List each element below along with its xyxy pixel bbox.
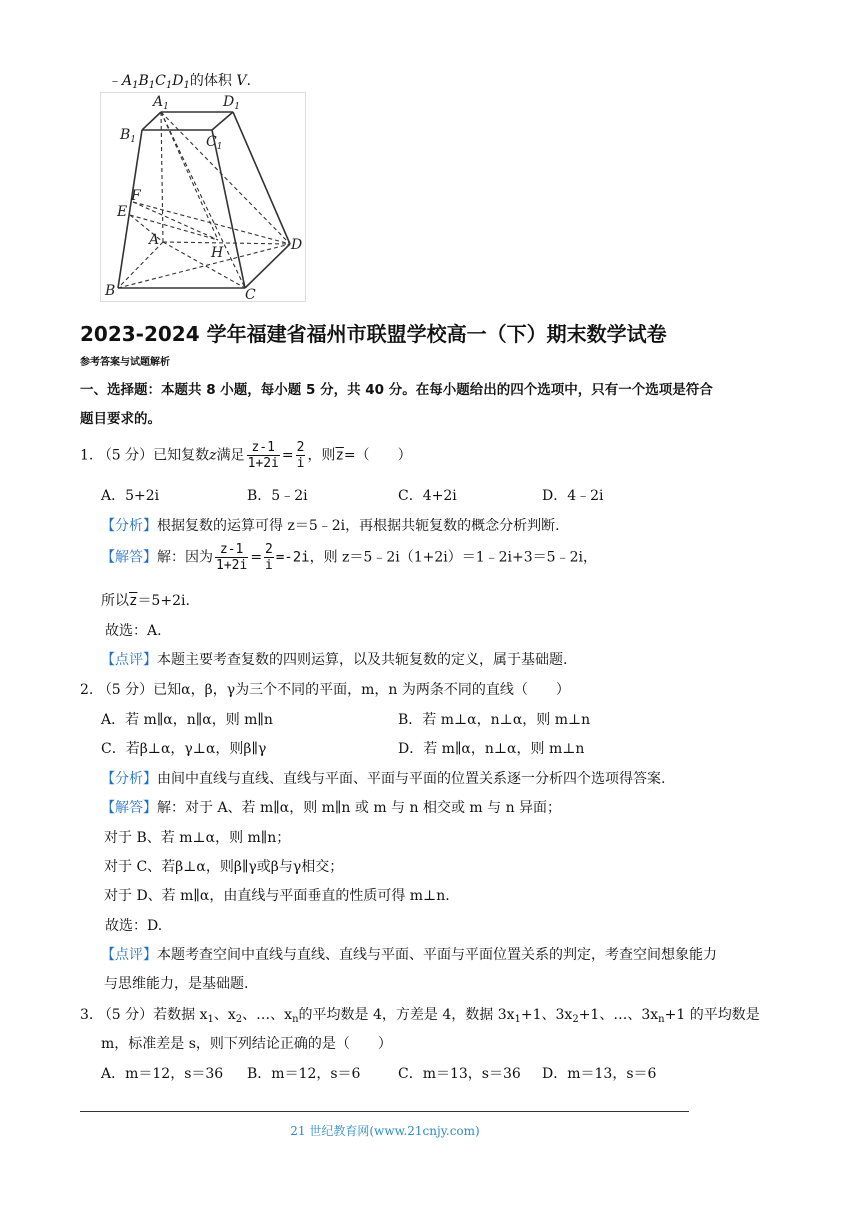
q1-solution: 【解答】解：因为 $\frac{z-1}{1+2i}$ = $\frac{2}{i}$ =-2i，则 z＝5﹣2i（1+2i）＝1﹣2i+3＝5﹣2i， (101, 542, 597, 573)
fraction: $\frac{2}{i}$ (265, 542, 273, 573)
q3-option-d: D．m＝13，s＝6 (542, 1066, 657, 1082)
subtitle: 参考答案与试题解析 (80, 357, 170, 368)
section-header-2: 题目要求的。 (80, 411, 161, 427)
q1-option-c: C．4+2i (398, 488, 457, 504)
label-B1: $B_1$ (120, 127, 137, 145)
label-E: E (117, 204, 128, 220)
label-A: A (149, 232, 160, 248)
q2-analysis: 【分析】由间中直线与直线、直线与平面、平面与平面的位置关系逐一分析四个选项得答案. (101, 771, 666, 787)
q2-option-d: D．若 m∥α，n⊥α，则 m⊥n (398, 741, 585, 757)
frustum-figure (100, 92, 306, 302)
q2-solution: 【解答】解：对于 A、若 m∥α，则 m∥n 或 m 与 n 相交或 m 与 n 异面； (101, 800, 562, 816)
q1-option-b: B．5﹣2i (247, 488, 308, 504)
q3-option-a: A．m＝12，s＝36 (101, 1066, 224, 1082)
q2-option-b: B．若 m⊥α，n⊥α，则 m⊥n (398, 712, 591, 728)
q2-option-c: C．若β⊥α，γ⊥α，则β∥γ (101, 741, 267, 757)
question-3-stem: 3. （5 分）若数据 $x_1$、$x_2$、…、$x_n$的平均数是 4，方差是 4，数据 $3x_1+1$、$3x_2+1$、…、$3x_n+1$ 的平均数是 (80, 1007, 760, 1025)
q2-solution-d: 对于 D、若 m∥α，由直线与平面垂直的性质可得 m⊥n. (104, 888, 450, 904)
q2-comment: 【点评】本题考查空间中直线与直线、直线与平面、平面与平面位置关系的判定，考查空间想象能力 (101, 947, 717, 963)
q1-option-d: D．4﹣2i (542, 488, 604, 504)
label-B: B (105, 283, 116, 299)
label-D: D (291, 237, 303, 253)
q3-option-b: B．m＝12，s＝6 (247, 1066, 361, 1082)
q2-solution-c: 对于 C、若β⊥α，则β∥γ或β与γ相交； (104, 859, 344, 875)
question-2-stem: 2. （5 分）已知α，β，γ为三个不同的平面，m，n 为两条不同的直线（ ） (80, 682, 570, 698)
q1-option-a: A．5+2i (101, 488, 160, 504)
footer-divider (80, 1111, 689, 1112)
q2-solution-b: 对于 B、若 m⊥α，则 m∥n； (104, 830, 291, 846)
label-C1: $C_1$ (206, 134, 223, 152)
q1-solution-line2: 所以$\overline{z}=5+2i$. (101, 593, 190, 609)
label-C: C (245, 287, 256, 302)
fraction: $\frac{z-1}{1+2i}$ (247, 440, 279, 471)
top-line: $﹣A_1B_1C_1D_1$的体积 V. (108, 73, 251, 91)
section-header-1: 一、选择题：本题共 8 小题，每小题 5 分，共 40 分。在每小题给出的四个选项中，只有一个选项是符合 (80, 382, 713, 398)
q2-comment-line2: 与思维能力，是基础题. (104, 976, 249, 992)
label-H: H (211, 245, 224, 261)
page-title: 2023-2024 学年福建省福州市联盟学校高一（下）期末数学试卷 (80, 322, 667, 346)
q1-choose: 故选：A. (105, 623, 162, 639)
q3-option-c: C．m＝13，s＝36 (398, 1066, 521, 1082)
fraction: $\frac{2}{i}$ (296, 440, 305, 471)
q2-option-a: A．若 m∥α，n∥α，则 m∥n (101, 712, 273, 728)
question-1-stem: 1. （5 分）已知复数z满足 $\frac{z-1}{1+2i}$ = $\frac{2}{i}$ ，则$\overline{z}=$（ ） (80, 440, 412, 471)
label-D1: $D_1$ (223, 94, 240, 112)
label-A1: $A_1$ (153, 94, 169, 112)
fraction: $\frac{z-1}{1+2i}$ (216, 542, 248, 573)
q1-analysis: 【分析】根据复数的运算可得 z＝5﹣2i，再根据共轭复数的概念分析判断. (101, 518, 560, 534)
q2-choose: 故选：D. (105, 918, 163, 934)
q3-stem-line2: m，标准差是 s，则下列结论正确的是（ ） (101, 1036, 392, 1052)
label-F: F (131, 188, 141, 204)
footer-link[interactable]: 21 世纪教育网(www.21cnjy.com) (290, 1124, 480, 1138)
q1-comment: 【点评】本题主要考查复数的四则运算，以及共轭复数的定义，属于基础题. (101, 652, 568, 668)
